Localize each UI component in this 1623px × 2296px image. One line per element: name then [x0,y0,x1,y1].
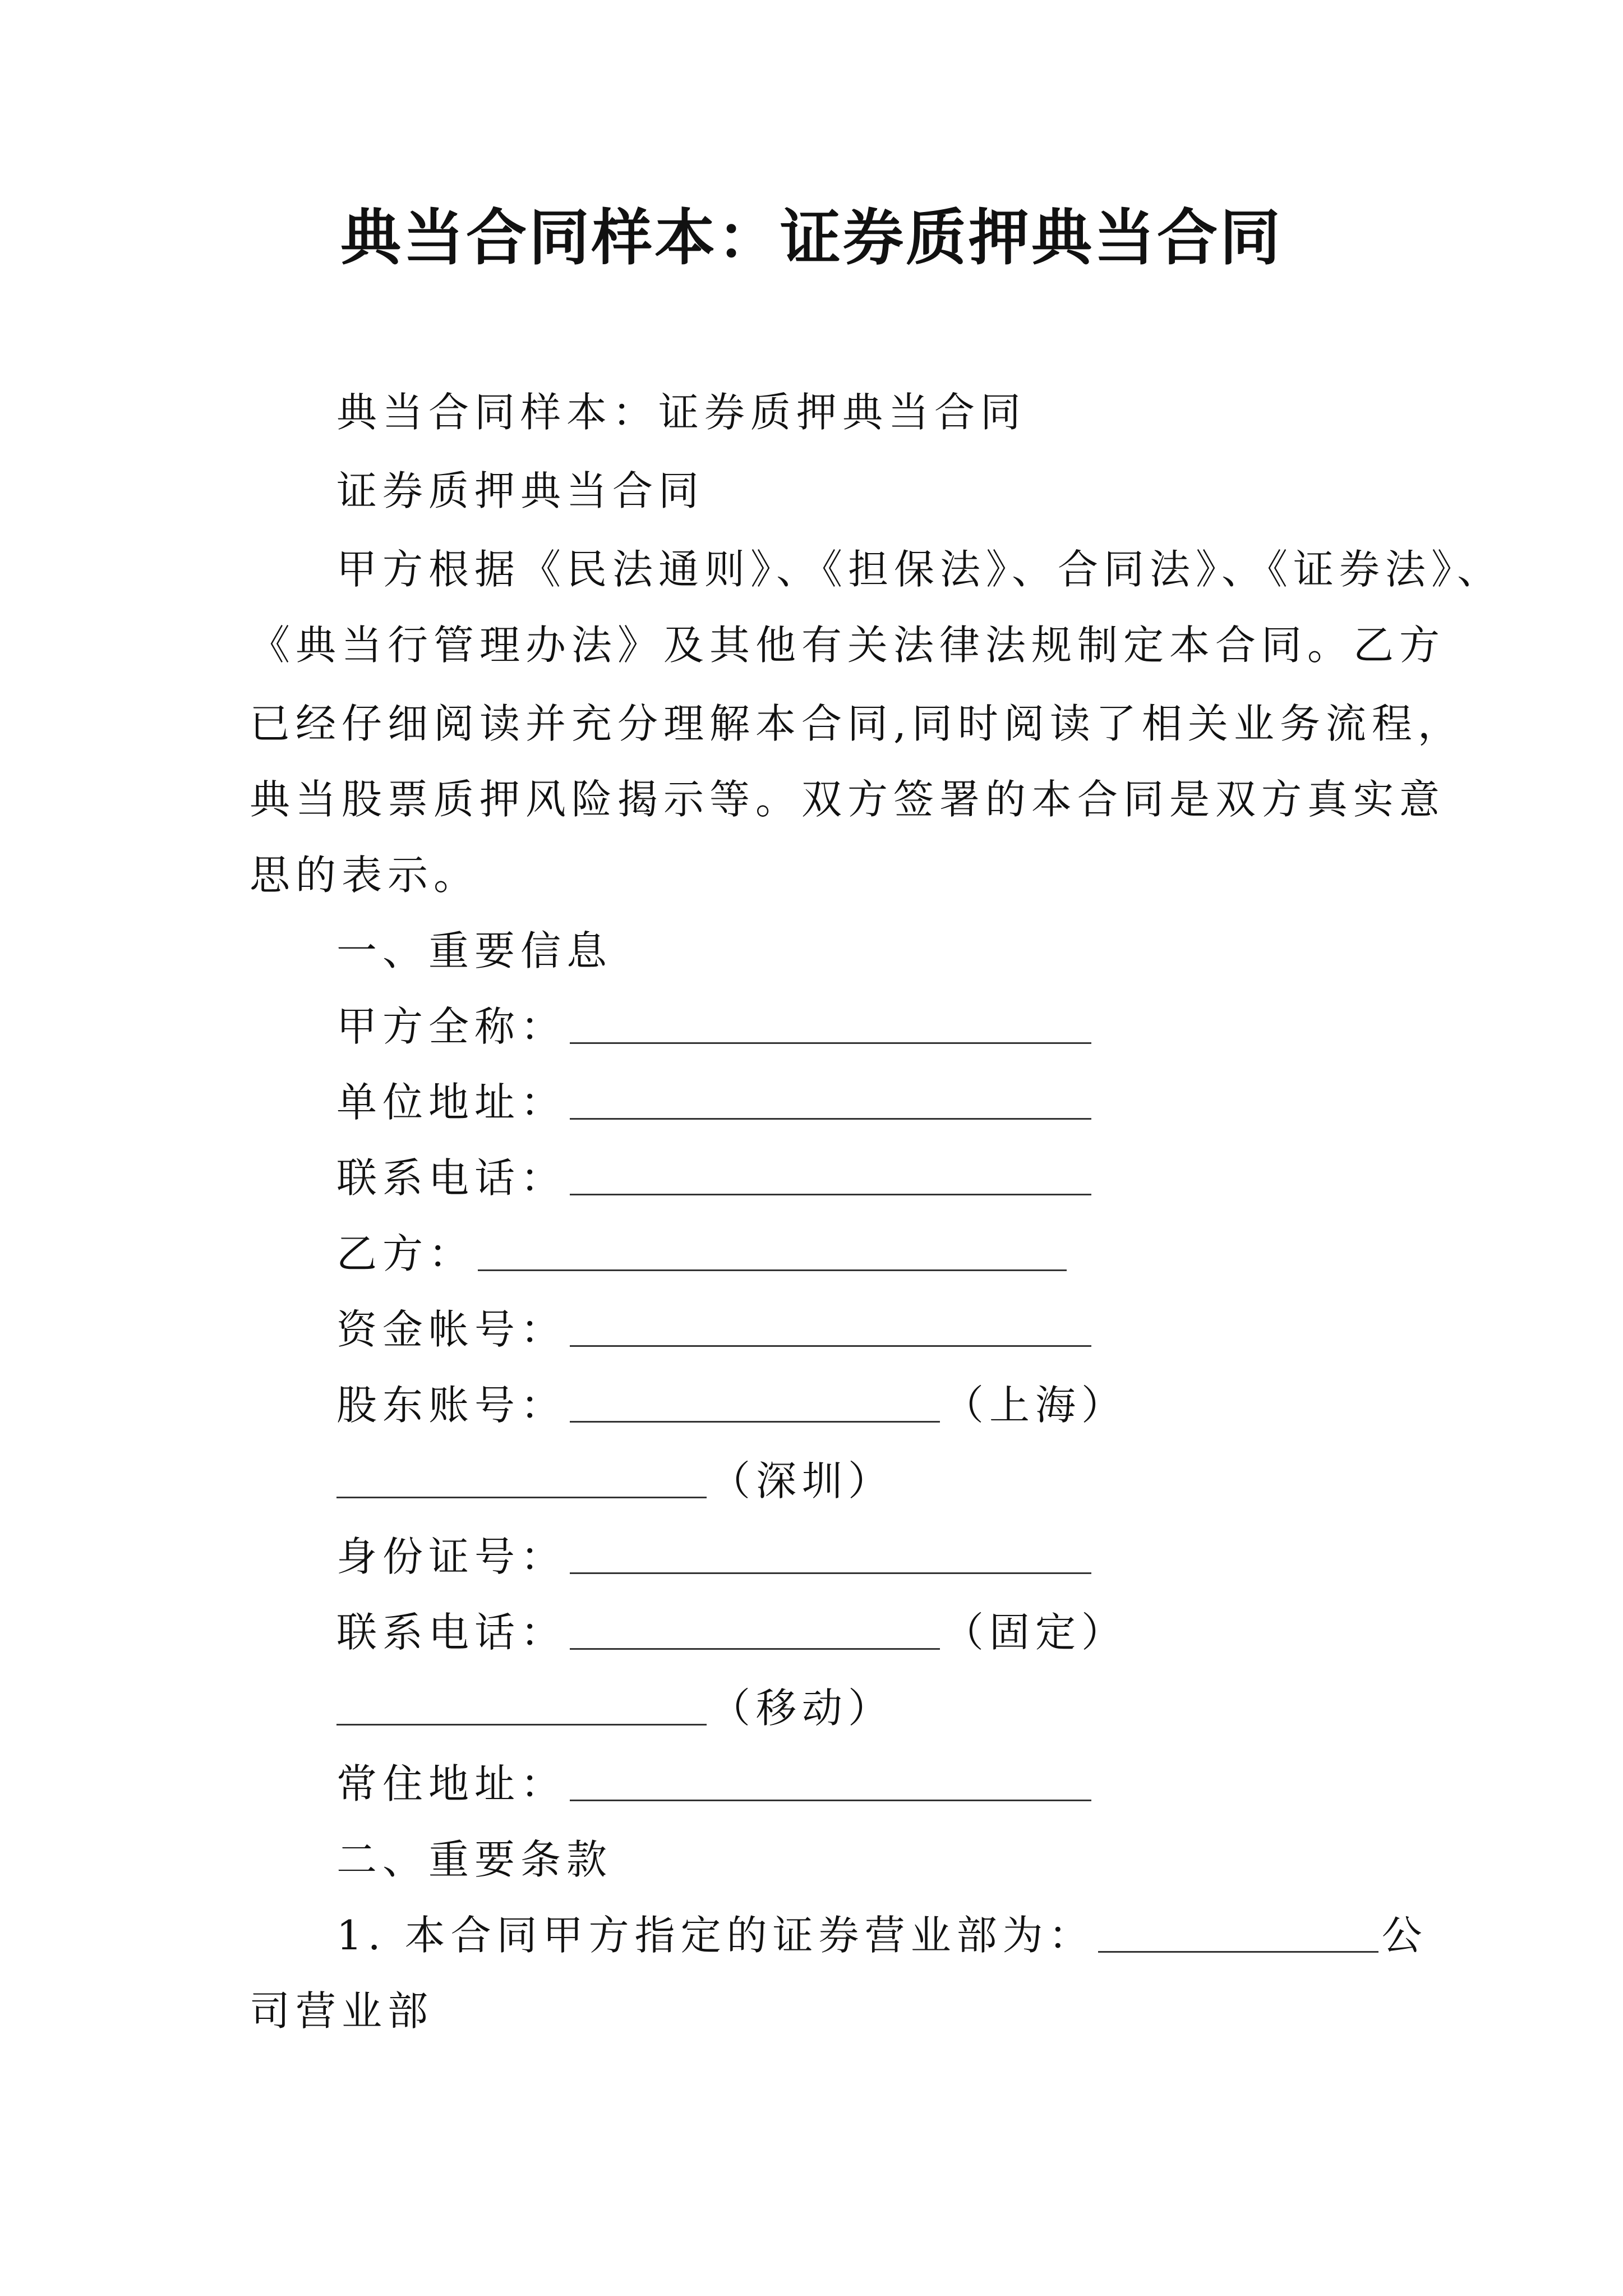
mobile-suffix: （移动） [710,1685,895,1732]
securities-office-field[interactable] [1098,1907,1378,1953]
phone-b-row [336,1604,1127,1660]
contract-name: 证券质押典当合同 [336,467,705,514]
shenzhen-row [336,1453,894,1509]
clause1-suffix: 公 [1381,1912,1428,1959]
party-a-name-field[interactable] [570,999,1091,1044]
phone-b-label: 联系电话： [336,1609,567,1656]
id-number-field[interactable] [570,1529,1091,1574]
preamble-line-1: 甲方根据《民法通则》、《担保法》、合同法》、《证券法》、 [336,546,1504,593]
id-number-label: 身份证号： [336,1533,567,1580]
shareholder-account-label: 股东账号： [336,1382,567,1429]
clause1-text: 1. 本合同甲方指定的证券营业部为： [336,1912,1095,1959]
section2-heading: 二、重要条款 [336,1836,613,1883]
preamble-line-3: 已经仔细阅读并充分理解本合同,同时阅读了相关业务流程， [250,700,1464,747]
party-a-name-label: 甲方全称： [336,1003,567,1050]
fund-account-field[interactable] [570,1301,1091,1347]
preamble-line-4: 典当股票质押风险揭示等。双方签署的本合同是双方真实意 [250,776,1446,823]
phone-a-field[interactable] [570,1150,1091,1195]
shanghai-account-field[interactable] [570,1377,940,1423]
section1-heading: 一、重要信息 [336,927,613,974]
phone-a-row [336,1150,1095,1206]
residence-label: 常住地址： [336,1760,567,1807]
shanghai-suffix: （上海） [943,1382,1128,1429]
shenzhen-account-field[interactable] [336,1453,707,1498]
clause1-row [336,1907,1428,1963]
phone-a-label: 联系电话： [336,1154,567,1202]
fixed-suffix: （固定） [943,1609,1128,1656]
shareholder-account-row [336,1377,1127,1433]
fund-account-row [336,1301,1095,1358]
id-number-row [336,1529,1095,1585]
address-label: 单位地址： [336,1079,567,1126]
preamble-line-2: 《典当行管理办法》及其他有关法律法规制定本合同。乙方 [250,622,1446,669]
clause1-continuation: 司营业部 [250,1987,434,2035]
mobile-phone-field[interactable] [336,1680,707,1726]
fund-account-label: 资金帐号： [336,1306,567,1353]
residence-row [336,1756,1095,1812]
party-b-row [336,1226,1070,1282]
party-a-name-row [336,999,1095,1055]
party-b-label: 乙方： [336,1230,475,1277]
preamble-line-5: 思的表示。 [250,852,480,899]
document-subtitle: 典当合同样本：证券质押典当合同 [336,389,1027,436]
party-b-field[interactable] [478,1226,1067,1271]
shenzhen-suffix: （深圳） [710,1457,895,1504]
document-title: 典当合同样本：证券质押典当合同 [340,203,1283,273]
address-field[interactable] [570,1074,1091,1120]
mobile-row [336,1680,894,1736]
fixed-phone-field[interactable] [570,1604,940,1650]
address-row [336,1074,1095,1130]
residence-field[interactable] [570,1756,1091,1801]
